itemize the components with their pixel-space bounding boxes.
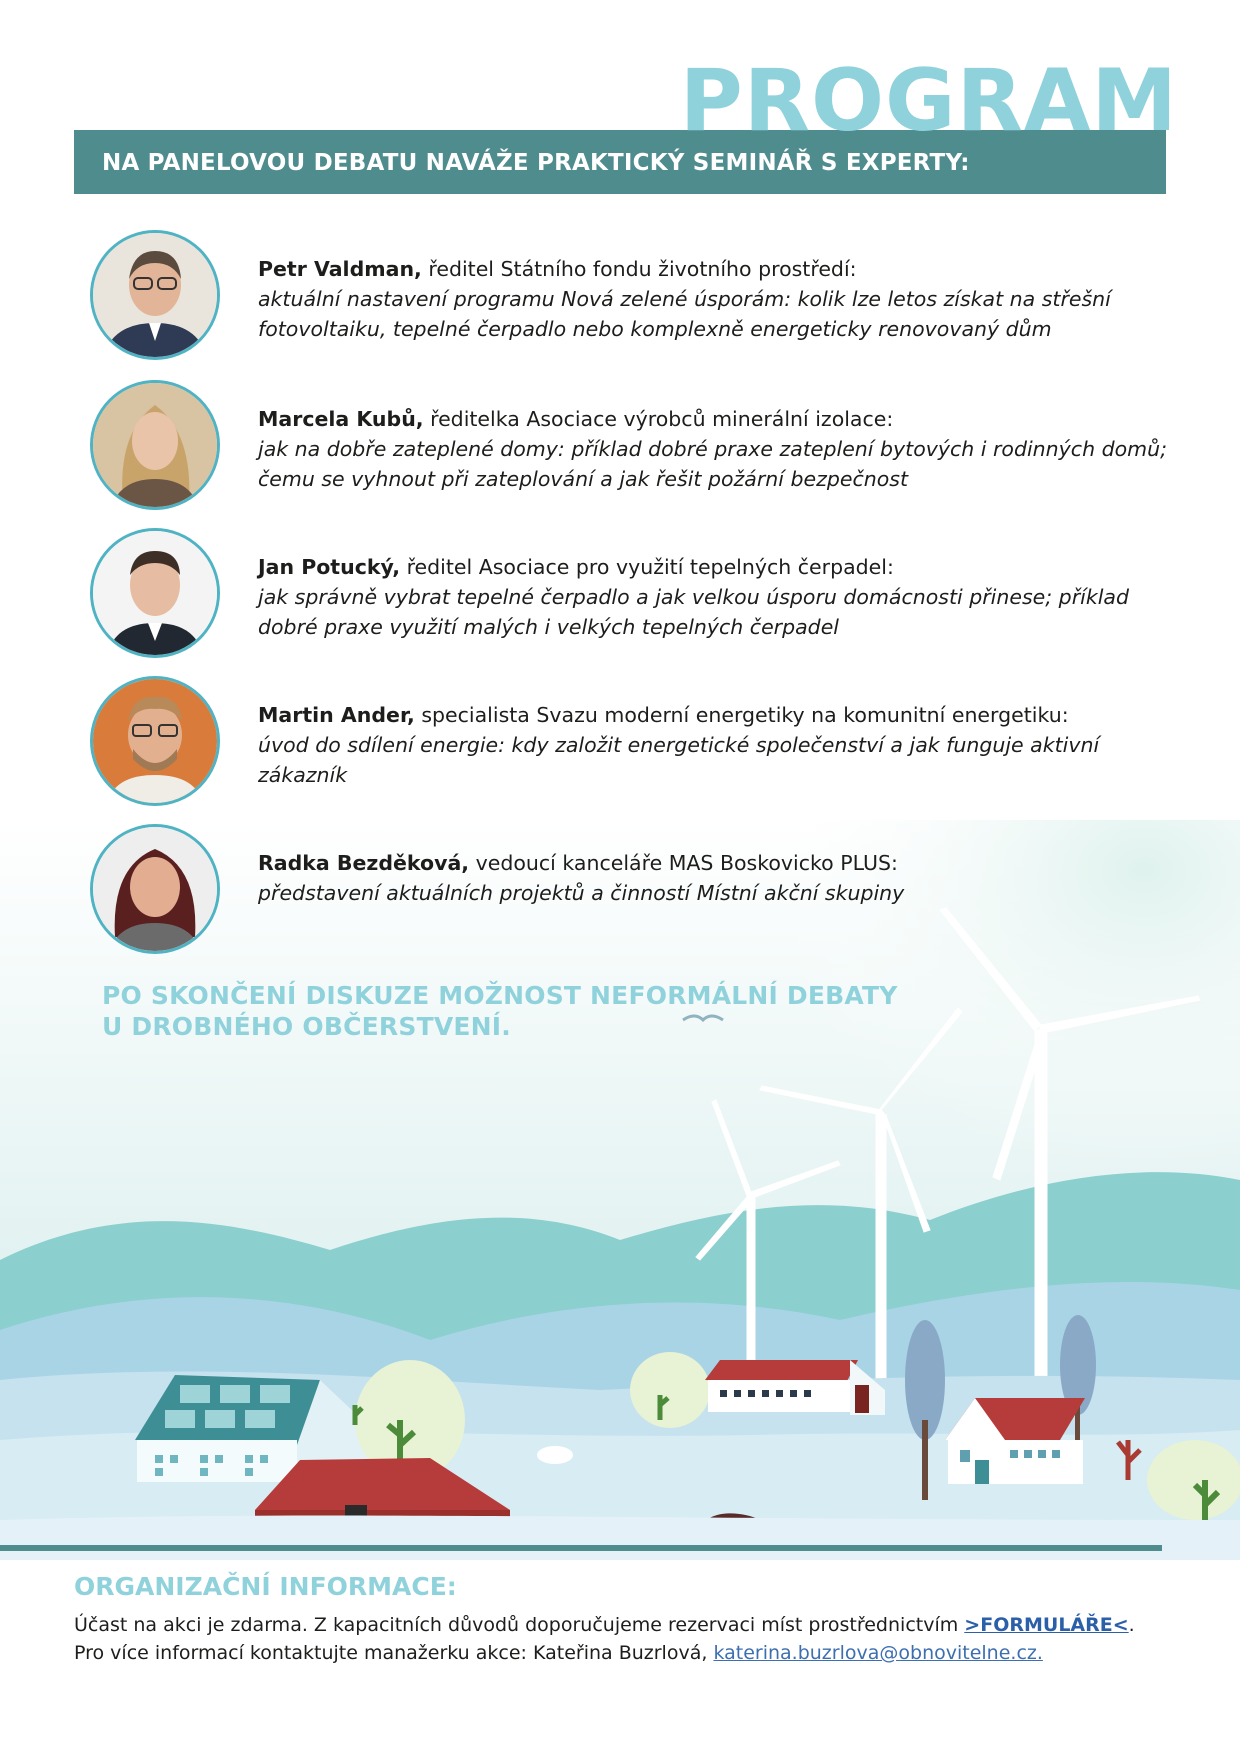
speaker-topic: jak správně vybrat tepelné čerpadlo a jak velkou úsporu domácnosti přinese; příklad dobré praxe využití malých i velkých tepelných čerpadel xyxy=(258,585,1129,639)
program-title: PROGRAM xyxy=(679,51,1178,151)
speaker-photo xyxy=(90,528,220,658)
organization-line-1 xyxy=(74,1614,1135,1636)
speaker-topic: představení aktuálních projektů a činností Místní akční skupiny xyxy=(258,881,905,905)
speaker-photo xyxy=(90,380,220,510)
contact-text: Pro více informací kontaktujte manažerku akce: Kateřina Buzrlová, xyxy=(74,1642,714,1664)
speaker-name: Martin Ander, xyxy=(258,703,415,727)
banner-text: NA PANELOVOU DEBATU NAVÁŽE PRAKTICKÝ SEMINÁŘ S EXPERTY: xyxy=(102,150,970,176)
speaker-item xyxy=(90,380,1180,520)
speaker-name: Petr Valdman, xyxy=(258,257,422,281)
registration-text: Účast na akci je zdarma. Z kapacitních důvodů doporučujeme rezervaci míst prostřednictvím xyxy=(74,1614,965,1636)
speaker-topic: jak na dobře zateplené domy: příklad dobré praxe zateplení bytových i rodinných domů; čemu se vyhnout při zateplování a jak řešit požární bezpečnost xyxy=(258,437,1167,491)
footer-divider xyxy=(0,1545,1162,1551)
closing-line-1: PO SKONČENÍ DISKUZE MOŽNOST NEFORMÁLNÍ DEBATY xyxy=(102,981,898,1010)
closing-line-2: U DROBNÉHO OBČERSTVENÍ. xyxy=(102,1012,511,1041)
speaker-text xyxy=(258,552,1178,642)
speaker-item xyxy=(90,230,1180,370)
speaker-text xyxy=(258,848,1178,908)
speaker-role: ředitel Asociace pro využití tepelných čerpadel: xyxy=(400,555,894,579)
speaker-name: Radka Bezděková, xyxy=(258,851,470,875)
speaker-text xyxy=(258,700,1178,790)
speaker-name: Jan Potucký, xyxy=(258,555,401,579)
speaker-role: ředitelka Asociace výrobců minerální izolace: xyxy=(423,407,894,431)
organization-line-2 xyxy=(74,1642,1043,1664)
closing-note xyxy=(102,980,1002,1042)
contact-email-link[interactable]: katerina.buzrlova@obnovitelne.cz. xyxy=(713,1642,1043,1664)
speaker-role: specialista Svazu moderní energetiky na komunitní energetiku: xyxy=(414,703,1069,727)
speaker-role: vedoucí kanceláře MAS Boskovicko PLUS: xyxy=(469,851,898,875)
speaker-text xyxy=(258,404,1178,494)
speaker-text xyxy=(258,254,1178,344)
speaker-item xyxy=(90,676,1180,816)
registration-end: . xyxy=(1128,1614,1135,1636)
speaker-item xyxy=(90,528,1180,668)
speaker-role: ředitel Státního fondu životního prostředí: xyxy=(421,257,857,281)
speaker-topic: úvod do sdílení energie: kdy založit energetické společenství a jak funguje aktivní zákazník xyxy=(258,733,1100,787)
speaker-name: Marcela Kubů, xyxy=(258,407,424,431)
speaker-photo xyxy=(90,676,220,806)
speaker-item xyxy=(90,824,1180,964)
speaker-photo xyxy=(90,230,220,360)
speaker-topic: aktuální nastavení programu Nová zelené úsporám: kolik lze letos získat na střešní fotovoltaiku, tepelné čerpadlo nebo komplexně energeticky renovovaný dům xyxy=(258,287,1111,341)
organization-heading: ORGANIZAČNÍ INFORMACE: xyxy=(74,1572,457,1601)
registration-form-link[interactable]: >FORMULÁŘE< xyxy=(964,1614,1129,1636)
speaker-photo xyxy=(90,824,220,954)
